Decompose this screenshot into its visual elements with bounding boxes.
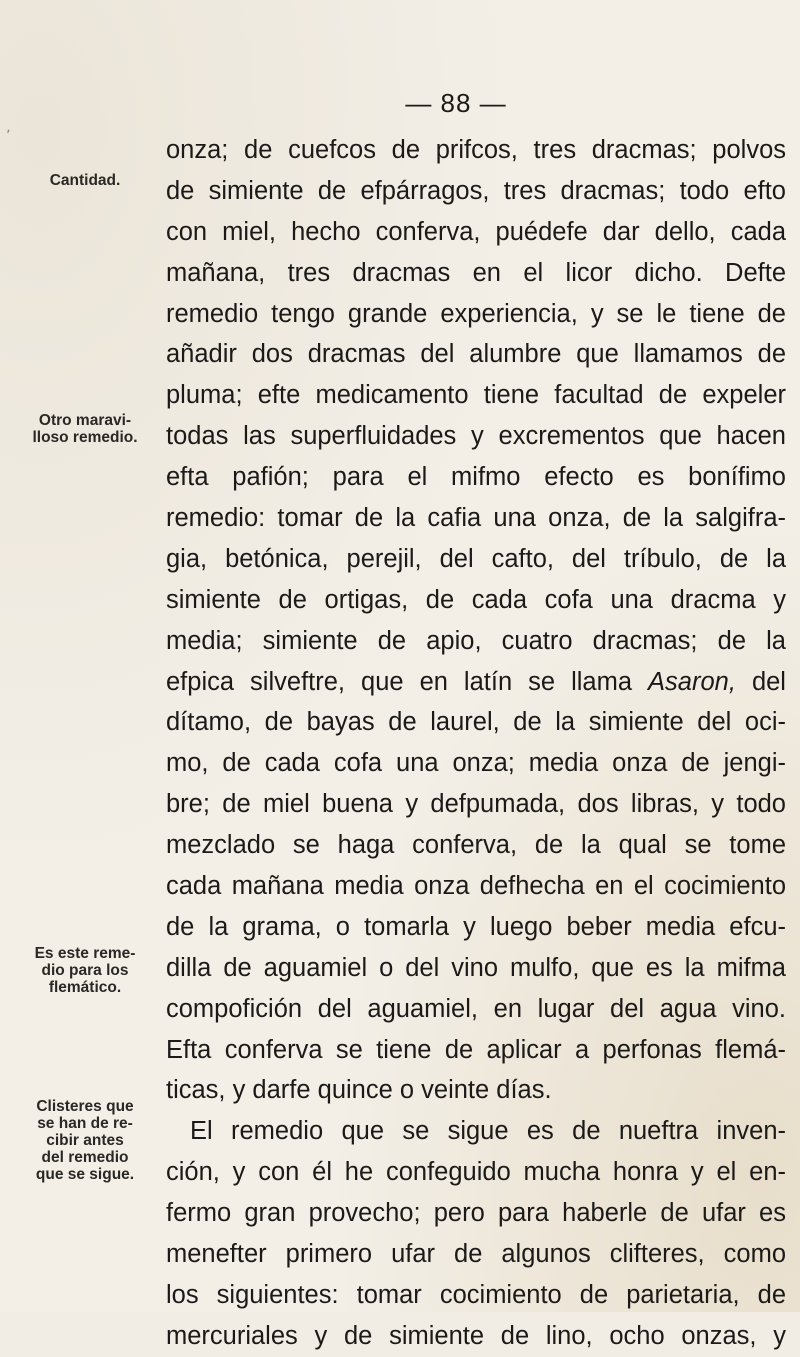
text-segment: del (735, 667, 786, 696)
margin-note-line: Otro maravi- (38, 412, 132, 429)
text-line: simiente de ortigas, de cada cofa una dracma y (166, 585, 786, 614)
text-line: menefter primero ufar de algunos clifteres, como (166, 1240, 786, 1269)
text-line: El remedio que se sigue es de nueftra inven- (190, 1117, 786, 1146)
text-line: Efta conferva se tiene de aplicar a perfonas flemá- (166, 1035, 786, 1064)
text-line: mo, de cada cofa una onza; media onza de jengi- (166, 749, 786, 778)
margin-note-line: que se sigue. (35, 1166, 135, 1183)
margin-note-cantidad (10, 172, 160, 189)
text-line: de simiente de efpárragos, tres dracmas; todo efto (166, 176, 786, 205)
margin-note-line: cibir antes (46, 1132, 124, 1149)
body-text (166, 130, 786, 1357)
paragraph-1 (166, 130, 786, 1111)
margin-note-line: se han de re- (37, 1115, 133, 1132)
text-line: remedio: tomar de la cafia una onza, de la salgifra- (166, 504, 786, 533)
text-line: dilla de aguamiel o del vino mulfo, que es la mifma (166, 953, 786, 982)
margin-note-line: Cantidad. (49, 172, 121, 189)
text-line: gia, betónica, perejil, del cafto, del tríbulo, de la (166, 544, 786, 573)
text-line-with-italic (166, 662, 786, 703)
text-line: con miel, hecho conferva, puédefe dar dello, cada (166, 217, 786, 246)
text-line: pluma; efte medicamento tiene facultad de expeler (166, 381, 786, 410)
margin-note-line: lloso remedio. (32, 429, 138, 446)
text-line: ticas, y darfe quince o veinte días. (166, 1076, 552, 1105)
text-line: los siguientes: tomar cocimiento de parietaria, de (166, 1280, 786, 1309)
text-line: mezclado se haga conferva, de la qual se tome (166, 831, 786, 860)
text-line: mercuriales y de simiente de lino, ocho onzas, y (166, 1321, 786, 1350)
text-segment: efpica silveftre, que en latín se llama (166, 667, 633, 696)
text-line: dítamo, de bayas de laurel, de la simiente del oci- (166, 708, 786, 737)
margin-note-clisteres (10, 1098, 160, 1183)
text-line: de la grama, o tomarla y luego beber media efcu- (166, 912, 786, 941)
margin-note-line: Es este reme- (34, 945, 136, 962)
text-line: bre; de miel buena y defpumada, dos libras, y todo (166, 790, 786, 819)
paragraph-2 (166, 1111, 786, 1356)
text-line: añadir dos dracmas del alumbre que llamamos de (166, 340, 786, 369)
margin-note-line: del remedio (41, 1149, 129, 1166)
page-number: — 88 — (405, 88, 507, 118)
text-line: compofición del aguamiel, en lugar del agua vino. (166, 994, 786, 1023)
text-line: efta pafión; para el mifmo efecto es bonífimo (166, 463, 786, 492)
margin-note-line: Clisteres que (36, 1098, 134, 1115)
text-line: fermo gran provecho; pero para haberle de ufar es (166, 1199, 786, 1228)
text-line: cada mañana media onza defhecha en el cocimiento (166, 872, 786, 901)
text-line: media; simiente de apio, cuatro dracmas; de la (166, 626, 786, 655)
text-line: ción, y con él he confeguido mucha honra y el en- (166, 1158, 786, 1187)
text-line: todas las superfluidades y excrementos que hacen (166, 422, 786, 451)
italic-term: Asaron, (648, 667, 736, 696)
margin-note-line: flemático. (48, 979, 122, 996)
ink-speck: ʼ (6, 128, 11, 144)
text-line: onza; de cuefcos de prifcos, tres dracmas; polvos (166, 136, 786, 164)
text-line: mañana, tres dracmas en el licor dicho. Defte (166, 258, 786, 287)
margin-note-otro-remedio (10, 412, 160, 446)
margin-note-flematico (10, 945, 160, 996)
margin-note-line: dio para los (41, 962, 129, 979)
text-line: remedio tengo grande experiencia, y se le tiene de (166, 299, 786, 328)
